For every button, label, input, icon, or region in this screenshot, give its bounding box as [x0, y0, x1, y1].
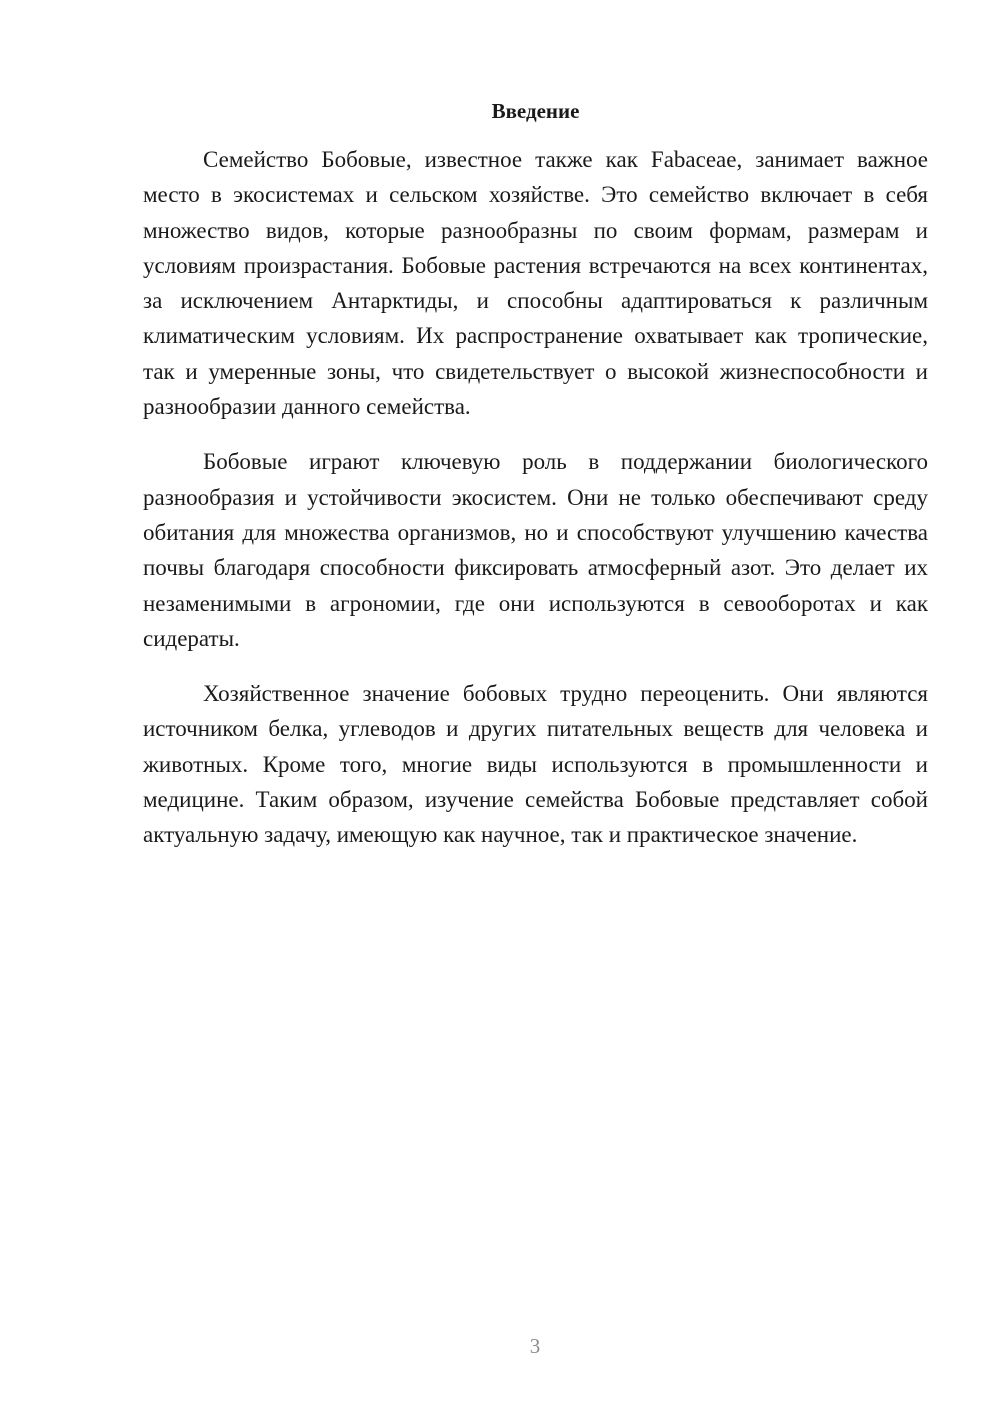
page-number: 3 [529, 1334, 541, 1358]
paragraph-3: Хозяйственное значение бобовых трудно переоценить. Они являются источником белка, углеводов и других питательных веществ для человека и животных. Кроме того, многие виды используются в промышленности и медицине. Таким образом, изучение семейства Бобовые представляет собой актуальную задачу, имеющую как научное, так и практическое значение. [143, 681, 928, 848]
paragraph-2: Бобовые играют ключевую роль в поддержании биологического разнообразия и устойчивости экосистем. Они не только обеспечивают среду обитания для множества организмов, но и способствуют улучшению качества почвы благодаря способности фиксировать атмосферный азот. Это делает их незаменимыми в агрономии, где они используются в севооборотах и как сидераты. [143, 449, 928, 651]
paragraph-1: Семейство Бобовые, известное также как Fabaceae, занимает важное место в экосистемах и сельском хозяйстве. Это семейство включает в себя множество видов, которые разнообразны по своим формам, размерам и условиям произрастания. Бобовые растения встречаются на всех континентах, за исключением Антарктиды, и способны адаптироваться к различным климатическим условиям. Их распространение охватывает как тропические, так и умеренные зоны, что свидетельствует о высокой жизнеспособности и разнообразии данного семейства. [143, 147, 928, 420]
section-title: Введение [491, 99, 580, 123]
body-text [143, 142, 928, 873]
